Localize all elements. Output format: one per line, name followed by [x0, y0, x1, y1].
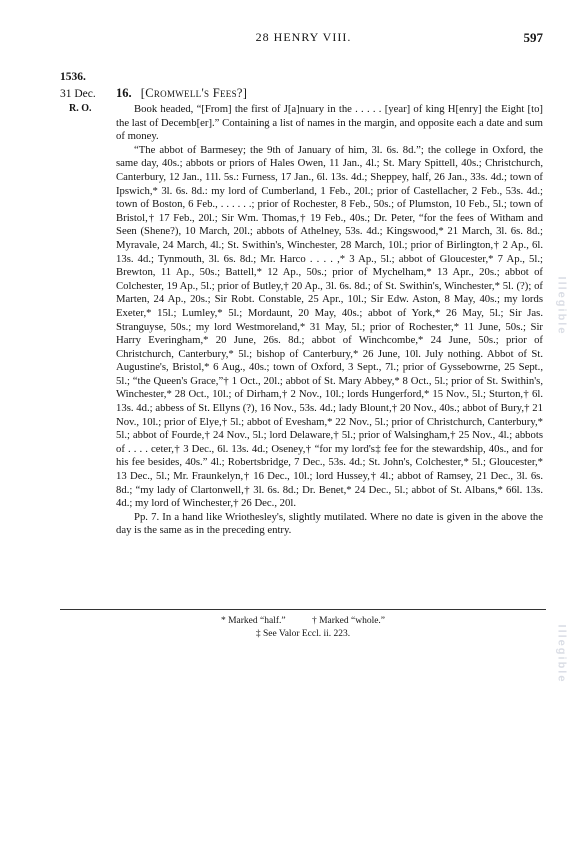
margin-source: R. O.	[69, 103, 92, 114]
entry-title: [Cromwell's Fees?]	[140, 86, 248, 100]
margin-date: 31 Dec.	[60, 88, 96, 100]
footnote-rule	[60, 609, 546, 610]
entry-number: 16.	[116, 86, 132, 100]
margin-year: 1536.	[60, 71, 86, 83]
entry-heading	[116, 86, 247, 101]
watermark-label: Illegible	[555, 624, 567, 684]
entry-body	[116, 103, 543, 538]
entry-note: Pp. 7. In a hand like Wriothesley's, slightly mutilated. Where no date is given in the above the day is the same as in the preceding entry.	[116, 510, 543, 537]
footnote-half: * Marked “half.”	[220, 616, 286, 626]
watermark	[547, 276, 567, 684]
footnote-row	[60, 615, 546, 628]
footnotes	[60, 615, 546, 640]
entry-description: Book headed, “[From] the first of J[a]nuary in the . . . . . [year] of king H[enry] the Eight [to] the last of Decemb[er].” Containing a list of names in the margin, and opposite each a date and sum of money.	[116, 103, 543, 143]
page-number: 597	[523, 30, 543, 45]
running-head	[62, 30, 545, 46]
footnote-whole: † Marked “whole.”	[311, 616, 386, 626]
watermark-label: Illegible	[555, 276, 567, 336]
footnote-valor: ‡ See Valor Eccl. ii. 223.	[255, 628, 351, 639]
footnote-row	[60, 628, 546, 641]
running-title: 28 HENRY VIII.	[255, 30, 352, 44]
entry-list: “The abbot of Barmesey; the 9th of January of him, 3l. 6s. 8d.”; the college in Oxford, the same day, 40s.; abbots or priors of Hales Owen, 11 Jan., 4l.; St. Mary Spittell, 40s.; Christchurch, Canterbury, 12 Jan., 11l. 5s.: Furness, 17 Jan., 6l. 13s. 4d.; Sheppey, half, 26 Jan., 33s. 4d.; town of Ipswich,* 3l. 6s. 8d.: my lord of Cumberland, 1 Feb., 20l.; prior of Castellacher, 2 Feb., 53s. 4d.; town of Boston, 6 Feb., . . . . . .; prior of Rochester, 8 Feb., 50s.; of Plumston, 10 Feb., 5l.; town of Bristol,† 17 Feb., 20l.; Sir Wm. Thomas,† 19 Feb., 40s.; Dr. Peter, “for the fees of Witham and Seen (Shene?), 10 March, 20l.; abbots of Athelney, 53s. 4d.; Kingswood,* 21 March, 3l. 6s. 8d.; Myravale, 24 March, 4l.; St. Swithin's, Winchester, 28 March, 10l.; prior of Birlington,† 2 Ap., 6l. 13s. 4d.; Tynmouth, 3l. 6s. 8d.; Mr. Harco . . . . ,* 3 Ap., 5l.; abbot of Gloucester,* 7 Ap., 5l.; Brewton, 11 Ap., 50s.; Battell,* 12 Ap., 50s.; prior of Mychelham,* 13 Apr., 20s.; abbot of Colchester, 19 Ap., 5l.; prior of Butley,† 20 Ap., 3l. 6s. 8d.; of St. Swithin's, Winchester,* 5l. (?); of Marten, 24 Ap., 20s.; Sir Robt. Constable, 25 Apr., 10l.; Sir Edw. Aston, 8 May, 40s.; my lords Exeter,* 15l.; Lumley,* 5l.; Mordaunt, 20 May, 40s.; abbot of York,* 26 May, 5l.; Sir Jas. Stranguyse, 50s.; my lord Westmoreland,* 31 May, 5l.; prior of Rochester,* 11 June, 50s.; Sir Harry Everingham,* 20 June, 26s. 8d.; abbot of Winchcombe,* 24 June, 50s.; prior of Christchurch, Canterbury,* 5l.; bishop of Canterbury,* 26 June, 10l. July nothing. Abbot of St. Augustine's, Bristol,* 6 Aug., 40s.; town of Oxford, 3 Sept., 7l.; prior of Gyssebowrne, 25 Sept., 5l.; “the Queen's Grace,”† 1 Oct., 20l.; abbot of St. Mary Abbey,* 8 Oct., 5l.; prior of St. Swithin's, Winchester,* 28 Oct., 10l.; of Dirham,† 2 Nov., 10l.; lords Hungerford,* 15 Nov., 5l.; Sturton,† 6l. 13s. 4d.; abbess of St. Ellyns (?), 16 Nov., 53s. 4d.; lady Blount,† 20 Nov., 40s.; abbot of Bury,† 21 Nov., 10l.; prior of Elye,† 5l.; abbot of Evesham,* 22 Nov., 5l.; prior of Christchurch, Canterbury,* 5l.; abbot of Fourde,† 24 Nov., 5l.; lord Delaware,† 5l.; prior of Walsingham,† 25 Nov., 4l.; abbots of . . . . ceter,† 3 Dec., 6l. 13s. 4d.; Oseney,† “for my lord's‡ fee for the stewardship, 40s., and for his fee besides, 40s.” 4l.; Robertsbridge, 7 Dec., 53s. 4d.; St. John's, Colchester,* 5l.; Gloucester,* 13 Dec., 5l.; Mr. Fraunkelyn,† 16 Dec., 10l.; lord Hussey,† 4l.; abbot of Ramsey, 21 Dec., 3l. 6s. 8d.; “my lady of Clartonwell,† 3l. 6s. 8d.; Dr. Benet,* 24 Dec., 5l.; abbot of St. Albans,* 66l. 13s. 4d.; my lord of Winchester,† 26 Dec., 20l.	[116, 143, 543, 510]
